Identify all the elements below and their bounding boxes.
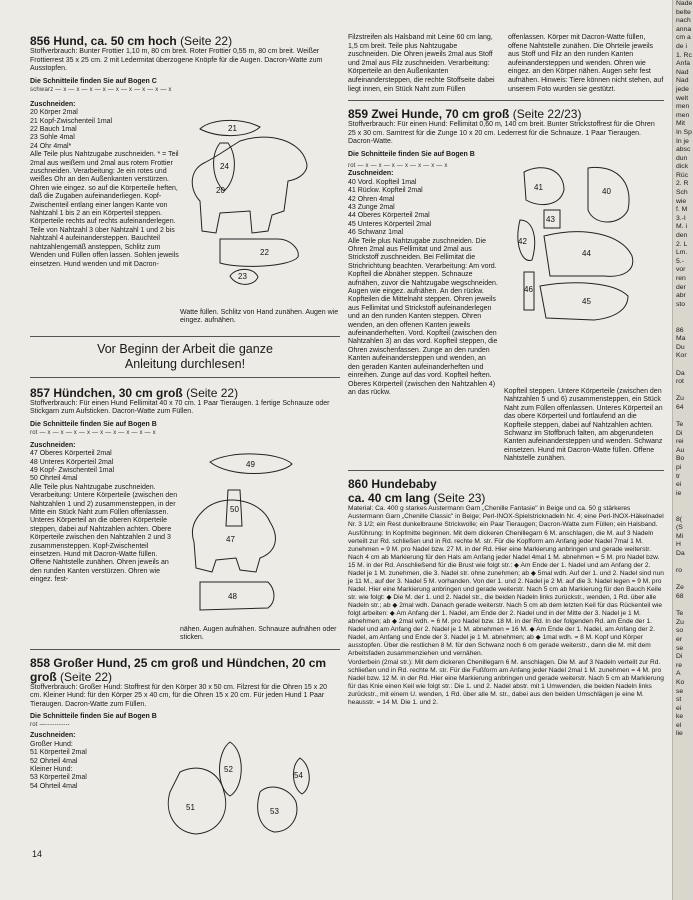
pattern-figure-856 (180, 101, 340, 326)
strip-line (673, 576, 693, 585)
part-item: 48 Unteres Körperteil 2mal (30, 458, 114, 466)
section-857 (30, 386, 340, 643)
strip-line: abr (676, 292, 686, 300)
strip-line: 1. Rc (676, 51, 692, 59)
label-47: 47 (226, 534, 235, 544)
pattern-piece-51 (168, 768, 225, 834)
strip-line: 2. L (676, 240, 688, 248)
strip-line: sto (676, 300, 686, 308)
label-23: 23 (238, 271, 247, 281)
part-item: 44 Oberes Körperteil 2mal (348, 212, 430, 220)
strip-line: Te (676, 610, 684, 618)
strip-line: der (676, 283, 686, 291)
strip-line: Da (676, 369, 685, 377)
strip-line: ren (676, 275, 686, 282)
strip-line: so (676, 627, 684, 635)
strip-line: M. i (676, 223, 687, 231)
part-item: 53 Körperteil 2mal (30, 774, 87, 782)
strip-line: Ko (676, 678, 685, 686)
strip-line: Da (676, 550, 685, 557)
notice-line-2: Anleitung durchlesen! (124, 356, 246, 371)
strip-line: 86 (676, 326, 684, 334)
strip-line (673, 309, 693, 318)
label-48: 48 (228, 591, 237, 601)
strip-line: Te (676, 421, 684, 429)
instructions-860-legs: Vorderbein (2mal str.): Mit dem dickeren Chenillegarn 6 M. anschlagen. Die M. auf 3 Nadeln verteilt zur Rd. schließen und in Rd. rechte M. str. Für die Fußform am Anfang jeder Nadel 2mal 1 M. zunehmen = 4 M. pro Nadel bzw. 12 M. in der Rd. Hier eine Markierung anbringen und gerade weiterstr. Nach 5 cm ab Markierung für das Knie einen Keil wie folgt str.: Die 1. und 2. Nadel abstr. mit 1 Umwenden, die beiden Nadeln links zurückstr., mit einem U. wenden, 1 Rd. über alle M. str., dabei aus den beiden Umschlägen je eine M. heausstr. = 14 M. Die 1. und 2. (348, 658, 664, 706)
divider (348, 470, 664, 471)
strip-line: 68 (676, 592, 684, 600)
part-item: 40 Vord. Kopfteil 1mal (348, 178, 417, 186)
pattern-piece-41 (524, 168, 564, 205)
title-859: 859 Zwei Hunde, 70 cm groß (Seite 22/23) (348, 107, 582, 122)
part-item: 46 Schwanz 1mal (348, 229, 404, 237)
strip-line: ei (676, 704, 682, 712)
label-21: 21 (228, 123, 237, 133)
bogen-859: Die Schnitteile finden Sie auf Bogen B (348, 150, 475, 158)
strip-line: Au (676, 446, 685, 454)
material-860: Material: Ca. 400 g starkes Austermann Garn „Chenille Fantasie" in Beige und ca. 50 g stärkeres Austermann Garn „Chenille Classic" in Beige; Perl-INOX-Spielstricknadeln Nr. 4; eine Perl-INOX-Häkelnadel Nr. 3 1/2; ein Rest dunkelbraune Strickwolle; ein Paar Tieraugen; Dacron-Watte zum Füllen; ein Halsband. (348, 504, 664, 528)
section-860 (348, 477, 664, 707)
strip-line: Lm. (676, 249, 688, 257)
strip-line: Kor (676, 352, 687, 360)
body-text: Alle Teile plus Nahtzugabe zuschneiden. Verarbeitung: Untere Körperteile (zwischen den Nahtzahlen 1 und 2) zusammensteppen, in der Mitte ein Stück Naht zum Füllen offenlassen. Unteres Körperteil an die oberen Körperteile steppen, dabei auf Nahtzahlen achten. Obere Körperteile zwischen den Nahtzahlen 2 und 3 zusammensteppen. Kopf-Zwischenteil einsetzen. Hund mit Dacron-Watte füllen. Offene Nahtstelle zunähen. Ohren jeweils an den runden Kanten verstürzen. Ohren wie eingez. fest- (30, 483, 178, 584)
strip-line: pi (676, 464, 682, 472)
strip-line (673, 602, 693, 611)
strip-line: vor (676, 266, 686, 274)
strip-line (673, 361, 693, 370)
instructions-858: Zuschneiden: Großer Hund: 51 Körperteil 2mal 52 Ohrteil 4mal Kleiner Hund: 53 Körperteil 2mal 54 Ohrteil 4mal (30, 732, 150, 842)
strip-line: f. M (676, 206, 688, 214)
right-column (348, 34, 664, 707)
strip-line: Mit (676, 120, 686, 128)
label-44: 44 (582, 248, 591, 258)
strip-line: ke (676, 713, 684, 721)
strip-line: el (676, 721, 682, 729)
strip-line: lie (676, 730, 683, 738)
strip-line: Zu (676, 395, 684, 403)
strip-line: ie (676, 489, 682, 497)
bogen-858: Die Schnitteile finden Sie auf Bogen B (30, 713, 157, 721)
strip-line: Bo (676, 455, 685, 463)
strip-line: 64 (676, 403, 684, 411)
label-43: 43 (546, 214, 555, 224)
left-column (30, 0, 340, 859)
strip-line: Di (676, 653, 683, 661)
material-858: Stoffverbrauch: Großer Hund: Stoffrest für den Körper 30 x 50 cm. Filzrest für die Ohren 15 x 20 cm. Kleiner Hund: für den Körper 25 x 40 cm, für die Ohren 15 x 20 cm. Für jeden Hund 1 Paar Tieraugen. Dacron-Watte zum Füllen. (30, 683, 327, 708)
cutline-859: rot — x — x — x — x — x — x — x (348, 162, 448, 169)
pattern-figure-859 (504, 160, 664, 464)
part-item: 22 Bauch 1mal (30, 126, 77, 133)
part-item: 41 Rückw. Kopfteil 2mal (348, 187, 423, 195)
strip-line: re (676, 661, 683, 669)
part-item: 51 Körperteil 2mal (30, 749, 87, 757)
strip-line: Anfa (676, 60, 690, 68)
label-49: 49 (246, 459, 255, 469)
strip-line (673, 318, 693, 327)
strip-line: Mi (676, 532, 684, 540)
strip-line (673, 507, 693, 516)
bogen-856: Die Schnitteile finden Sie auf Bogen C (30, 77, 157, 85)
title-857: 857 Hündchen, 30 cm groß (Seite 22) (30, 385, 239, 400)
label-54: 54 (294, 771, 303, 781)
strip-line: A (676, 670, 681, 678)
label-51: 51 (186, 803, 195, 813)
instructions-859: rot — x — x — x — x — x — x — x Zuschneiden: 40 Vord. Kopfteil 1mal 41 Rückw. Kopfteil 2mal 42 Ohren 4mal 43 Zunge 2mal 44 Oberes Körperteil 2mal 45 Unteres Körperteil 2mal 46 Schwanz 1mal Alle Teile plus Nahtzugabe zuschneiden. Die Ohren 2mal aus Fellimitat und 2mal aus Strickstoff zuschneiden. Bei Fellimitat die Strichrichtung beachten. Verarbeitung: Am vord. Kopfteil die Abnäher steppen. Schnauze aufnähen, zuvor die Nahtzugabe wegschneiden. Augen wie eingez. aufnähen. An den rückw. Kopfteilen die Mittelnaht steppen. Ohren jeweils aus Fellimitat und Strickstoff aufeinanderlegen und an den runden Kanten steppen. Ohren wenden, an den offenen Kanten jeweils aufeinanderheften. Vord. Kopfteil (zwischen den Nahtzahlen 3) an das vord. Kopfteil steppen, die Ohren zwischenfassen. Zunge an den runden Kanten aufeinandersteppen und wenden, an den geraden Kanten aufeinanderheften und einreihen. Zunge auf das vord. Kopfteil heften. Oberes Körperteil (zwischen den Nahtzahlen 4) an das rückw. (348, 162, 498, 396)
strip-line: dun (676, 154, 688, 162)
strip-line: ro (676, 567, 683, 575)
part-item: Großer Hund: (30, 740, 73, 748)
strip-line: jede (676, 85, 689, 93)
caption-856: Watte füllen. Schlitz von Hand zunähen. Augen wie eingez. aufnähen. (180, 308, 339, 325)
body-text: Alle Teile plus Nahtzugabe zuschneiden. * = Teil 2mal aus weißem und 2mal aus rotem Frottier zuschneiden. Verarbeitung: Je ein rotes und weißes Ohr an den Außenkanten verstürzen. Ohren wie eingez. so auf die Körperteile heften, daß die Zugaben aufeinanderliegen. Kopf-Zwischenteil entlang einer langen Kante von Nahtzahl 1 bis 2 an ein Körperteil steppen. Körperteile rechts auf rechts aufeinanderlegen. Teile von Nahtzahl 3 über Nahtzahl 1 und 2 bis Nahtzahl 4 aufeinandersteppen. Bauchteil nahtzahlengemäß ansteppen, Schlitz zum Wenden und Füllen offen lassen. Sohlen jeweils einsetzen. Hund wenden und mit Dacron- (30, 151, 179, 268)
strip-line: anna (676, 25, 692, 33)
label-53: 53 (270, 807, 279, 817)
strip-line: welt (676, 94, 689, 102)
part-item: Kleiner Hund: (30, 766, 73, 773)
strip-line (673, 413, 693, 422)
part-item: 23 Sohle 4mal (30, 134, 75, 142)
strip-line: rot (676, 378, 684, 386)
strip-line: men (676, 111, 690, 119)
continuation-858-b: offenlassen. Körper mit Dacron-Watte füllen, offene Nahtstelle zunähen. Die Ohrteile jeweils aus Stoff und Filz an den runden Kanten aufeinandersteppen und wenden. Ohren wie eingez. an den Körper nähen. Augen sehr fest aufnähen. Hinweis: Tiere können nicht stehen, auf unserem Foto wurden sie gestützt. (508, 34, 664, 93)
title-858: 858 Großer Hund, 25 cm groß und Hündchen, 20 cm groß (Seite 22) (30, 655, 327, 684)
label-50: 50 (230, 504, 239, 514)
strip-line: 5.- (676, 257, 684, 265)
pattern-figure-857 (180, 442, 340, 643)
section-859 (348, 107, 664, 463)
strip-line: H (676, 541, 681, 549)
strip-line: In je (676, 137, 689, 145)
strip-line: ei (676, 481, 682, 489)
cutline-856: schwarz — x — x — x — x — x — x — x — x — x (30, 86, 172, 93)
strip-line: (S (676, 524, 683, 532)
instructions-857: Zuschneiden: 47 Oberes Körperteil 2mal 48 Unteres Körperteil 2mal 49 Kopf- Zwischenteil 1mal 50 Ohrteil 4mal Alle Teile plus Nahtzugabe zuschneiden. Verarbeitung: Untere Körperteile (zwischen den Nahtzahlen 1 und 2) zusammensteppen, in der Mitte ein Stück Naht zum Füllen offenlassen. Unteres Körperteil an die oberen Körperteile steppen, dabei auf Nahtzahlen achten. Obere Körperteile zwischen den Nahtzahlen 2 und 3 zusammensteppen. Kopf-Zwischenteil einsetzen. Hund mit Dacron-Watte füllen. Offene Nahtstelle zunähen. Ohren jeweils an den runden Kanten verstürzen. Ohren wie eingez. fest- (30, 442, 180, 643)
label-45: 45 (582, 296, 591, 306)
title-860: 860 Hundebaby (348, 476, 437, 491)
strip-line (673, 559, 693, 568)
notice-line-1: Vor Beginn der Arbeit die ganze (97, 341, 273, 356)
strip-line: 3.-I (676, 214, 686, 222)
notice-box (30, 336, 340, 378)
strip-line: Di (676, 429, 683, 437)
strip-line: nach (676, 17, 691, 25)
strip-line: Nade (676, 0, 693, 7)
adjacent-page-strip (672, 0, 693, 900)
part-item: 42 Ohren 4mal (348, 195, 395, 203)
instructions-860: Ausführung: In Kopfmitte beginnen. Mit dem dickeren Chenillegarn 6 M. anschlagen, die M. auf 3 Nadeln verteilt zur Rd. schließen und in Rd. rechte M. str. Für die Kopfform am Anfang jeder Nadel 7mal 1 M. zunehmen = 9 M. pro Nadel bzw. 27 M. in der Rd. Hier eine Markierung anbringen und gerade weiterstr. Nach 4 cm ab Markierung für den Hals am Anfang jeder Nadel 4mal 1 M. abnehmen = 5 M. pro Nadel bzw. 15 M. in der Rd. Anschließend für die Brust wie folgt str.: ◆ Am Ende der 1. Nadel und am Anfang der 2. Nadel je 1 M. zunehmen, die 3. Nadel str. ohne zunehmen; ab ◆ 5mal wdh. Auf der 1. und 2. Nadel sind nun je 11 M., auf der 3. Nadel 5 M. vorhanden. Von der 1. und 2. Nadel je 2 M. auf die 3. Nadel legen = 9 M. pro Nadel. Hier eine Markierung anbringen und gerade weiterstr. Nach 5 cm ab Markierung für den Bauch Keile str. wie folgt: ◆ Die M. der 1. und 2. Nadel str., die beiden Nadeln links zurückstr., wenden, 1 Rd. über alle Nadeln str.; ab ◆ 2mal wdh. Danach gerade weiterstr. Nach 5 cm ab dem letzten Keil für das Rückenteil wie folgt arbeiten: ◆ Am Anfang der 1. Nadel, am Ende der 2. Nadel und in der Mitte der 3. Nadel je 1 M. abnehmen; ab ◆ 2mal wdh. = 6 M. pro Nadel bzw. 18 M. in der Rd. In der folgenden Rd. am Ende der 1. Nadel und am Anfang der 2. Nadel je 1 M. abnehmen = 16 M. ◆ Am Ende der 1. Nadel, am Anfang der 2. Nadel, am Anfang und Ende der 3. Nadel je 1 M. abnehmen; ab ◆ 1mal wdh. = 8 M. Kopf und Körper ausstopfen. Über die restlichen 8 M. für den Schwanz noch 6 cm gerade weiterstr., dann die M. mit dem Arbeitsfaden zusammenziehen und vernähen. (348, 529, 664, 657)
part-item: 43 Zunge 2mal (348, 203, 395, 211)
strip-line: er (676, 635, 683, 643)
body-text: Alle Teile plus Nahtzugabe zuschneiden. Die Ohren 2mal aus Fellimitat und 2mal aus Strickstoff zuschneiden. Bei Fellimitat die Strichrichtung beachten. Verarbeitung: Am vord. Kopfteil die Abnäher steppen. Schnauze aufnähen, zuvor die Nahtzugabe wegschneiden. Augen wie eingez. aufnähen. An den rückw. Kopfteilen die Mittelnaht steppen. Ohren jeweils aus Fellimitat und Strickstoff aufeinanderlegen und an den runden Kanten steppen. Ohren wenden, an den offenen Kanten jeweils aufeinanderheften. Vord. Kopfteil (zwischen den Nahtzahlen 3) an das vord. Kopfteil steppen, die Ohren zwischenfassen. Zunge an den runden Kanten aufeinandersteppen und wenden, an den geraden Kanten aufeinanderheften und einreihen. Zunge auf das vord. Kopfteil heften. Oberes Körperteil (zwischen den Nahtzahlen 4) an das rückw. (348, 237, 498, 396)
material-856: Stoffverbrauch: Bunter Frottier 1,10 m, 80 cm breit. Roter Frottier 0,55 m, 80 cm breit. Weißer Frottierrest 35 x 25 cm. 2 mit Ledermitat überzogene Knöpfe für die Augen. Dacron-Watte zum Ausstopfen. (30, 48, 323, 73)
subtitle-860: ca. 40 cm lang (Seite 23) (348, 490, 486, 505)
section-858 (30, 656, 340, 843)
label-46: 46 (524, 284, 533, 294)
strip-line: Du (676, 343, 685, 351)
title-856: 856 Hund, ca. 50 cm hoch (Seite 22) (30, 34, 233, 48)
strip-line: Ze (676, 584, 684, 592)
divider (30, 649, 340, 650)
section-856 (30, 34, 340, 326)
strip-line: rei (676, 438, 684, 446)
material-857: Stoffverbrauch: Für einen Hund Fellimitat 40 x 70 cm. 1 Paar Tieraugen. 1 fertige Schnauze oder Stickgarn zum Aufsticken. Dacron-Watte zum Füllen. (30, 399, 330, 416)
divider (348, 100, 664, 101)
part-item: 50 Ohrteil 4mal (30, 475, 78, 483)
part-item: 49 Kopf- Zwischenteil 1mal (30, 467, 115, 474)
pattern-piece-48 (200, 582, 274, 610)
bogen-857: Die Schnitteile finden Sie auf Bogen B (30, 420, 157, 428)
part-item: 54 Ohrteil 4mal (30, 782, 78, 790)
strip-line: se (676, 644, 684, 652)
instructions-856: Zuschneiden: 20 Körper 2mal 21 Kopf-Zwischenteil 1mal 22 Bauch 1mal 23 Sohle 4mal 24 Ohr 4mal* Alle Teile plus Nahtzugabe zuschneiden. * = Teil 2mal aus weißem und 2mal aus rotem Frottier zuschneiden. Verarbeitung: Je ein rotes und weißes Ohr an den Außenkanten verstürzen. Ohren wie eingez. so auf die Körperteile heften, daß die Zugaben aufeinanderliegen. Kopf-Zwischenteil entlang einer langen Kante von Nahtzahl 1 bis 2 an ein Körperteil steppen. Körperteile rechts auf rechts aufeinanderlegen. Teile von Nahtzahl 3 über Nahtzahl 1 und 2 bis Nahtzahl 4 aufeinandersteppen. Bauchteil nahtzahlengemäß ansteppen, Schlitz zum Wenden und Füllen offen lassen. Sohlen jeweils einsetzen. Hund wenden und mit Dacron- (30, 100, 179, 268)
strip-line: st (676, 696, 682, 704)
label-24: 24 (220, 161, 229, 171)
material-859: Stoffverbrauch: Für einen Hund: Fellimitat 0,60 m, 140 cm breit. Bunter Strickstoffrest für die Ohren 25 x 30 cm. Samtrest für die Zunge 10 x 20 cm. Lederrest für die Schnauze. 1 Paar Tieraugen. Dacron-Watte. (348, 121, 655, 146)
strip-line: 2. R (676, 180, 689, 188)
label-42: 42 (518, 236, 527, 246)
strip-line: den (676, 232, 688, 240)
strip-line: belte (676, 8, 691, 16)
strip-line: tr (676, 472, 681, 480)
strip-line (673, 387, 693, 396)
strip-line: Nad (676, 77, 689, 85)
pattern-figure-858 (150, 732, 340, 842)
strip-line: Sch (676, 189, 688, 197)
label-22: 22 (260, 247, 269, 257)
caption-857: nähen. Augen aufnähen. Schnauze aufnähen oder sticken. (180, 625, 337, 642)
part-item: 20 Körper 2mal (30, 109, 78, 117)
strip-line: dick (676, 163, 689, 171)
label-20: 20 (216, 185, 225, 195)
strip-line: In Sp (676, 128, 692, 136)
continuation-858-a: Filzstreifen als Halsband mit Leine 60 cm lang, 1,5 cm breit. Teile plus Nahtzugabe zuschneiden. Die Ohren jeweils 2mal aus Stoff und 2mal aus Filz zuschneiden. Verarbeitung: Körperteile an den Außenkanten aufeinandersteppen, die rechte Stoffseite dabei liegt innen, ein Stück Naht zum Füllen (348, 34, 495, 93)
page-number: 14 (32, 849, 43, 859)
part-item: 24 Ohr 4mal* (30, 142, 72, 150)
label-52: 52 (224, 765, 233, 775)
strip-line: men (676, 103, 690, 111)
part-item: 21 Kopf-Zwischenteil 1mal (30, 117, 113, 125)
strip-line: cm a (676, 34, 691, 42)
strip-line: Rüc (676, 171, 689, 179)
label-41: 41 (534, 182, 543, 192)
pattern-piece-20 (192, 137, 307, 233)
strip-line: Zu (676, 618, 684, 626)
part-item: 47 Oberes Körperteil 2mal (30, 450, 112, 458)
strip-line: de i (676, 42, 687, 50)
section-858-continuation (348, 34, 664, 94)
label-40: 40 (602, 186, 611, 196)
cutline-857: rot — x — x — x — x — x — x — x — x — x (30, 429, 156, 436)
cutline-858: rot —----------- (30, 722, 70, 729)
strip-line: 8( (676, 515, 683, 523)
strip-line: Ma (676, 335, 686, 343)
strip-line (673, 498, 693, 507)
caption-859: Kopfteil steppen. Untere Körperteile (zwischen den Nahtzahlen 5 und 6) zusammensteppen, ein Stück Naht zum Füllen offenlassen. Unteres Körperteil an das obere Körperteil und fortlaufend an die Kopfteile steppen, dabei auf Nahtzahlen achten. Schwanz im Stoffbruch falten, am abgerundeten Kanten aufeinandersteppen und wenden. Schwanz einsetzen. Hund mit Dacron-Watte füllen. Offene Nahtstelle zunähen. (504, 387, 663, 463)
strip-line: Nad (676, 68, 689, 76)
strip-line: wie (676, 197, 687, 205)
strip-line: se (676, 687, 684, 695)
part-item: 52 Ohrteil 4mal (30, 757, 78, 765)
part-item: 45 Unteres Körperteil 2mal (348, 220, 432, 228)
strip-line: absc (676, 146, 691, 154)
